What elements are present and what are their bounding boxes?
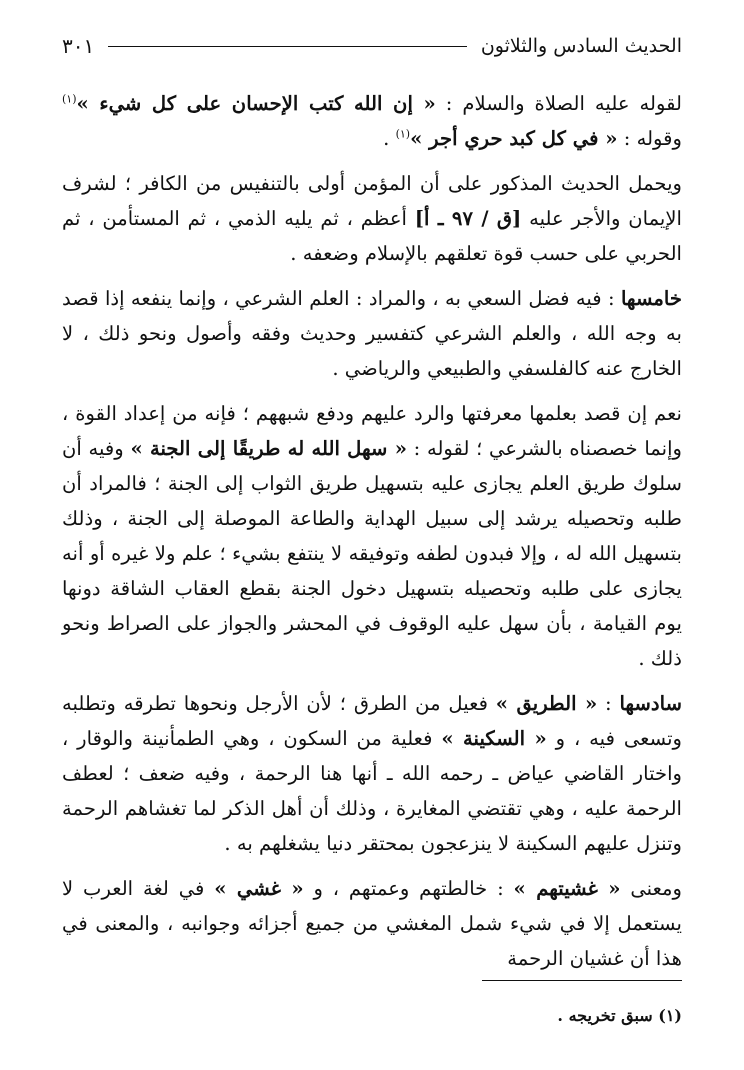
paragraph-6: [62, 871, 682, 976]
term-quote: « غشيتهم »: [513, 877, 621, 900]
text-run: فعيل من الطرق ؛ لأن الأرجل ونحوها تطرقه وتطلبه وتسعى فيه ، و: [62, 692, 682, 750]
text-run: : خالطتهم وعمتهم ، و: [303, 877, 514, 900]
manuscript-ref: [ق / ٩٧ ـ أ]: [414, 207, 522, 230]
term-quote: « الطريق »: [495, 692, 598, 715]
text-run: نعم إن قصد بعلمها معرفتها والرد عليهم ودفع شبههم ؛ فإنه من إعداد القوة ، وإنما خصصناه بالشرعي ؛ لقوله :: [62, 402, 682, 460]
footnote-ref: (١): [62, 92, 77, 106]
text-run: في لغة العرب لا يستعمل إلا في شيء شمل المغشي من جميع أجزائه وجوانبه ، والمعنى في هذا أن غشيان الرحمة: [62, 877, 682, 970]
text-run: :: [597, 692, 620, 715]
section-label: خامسها: [620, 287, 682, 310]
term-quote: « غشي »: [214, 877, 304, 900]
header-rule: [108, 46, 467, 47]
page: [62, 28, 682, 986]
term-quote: « السكينة »: [441, 727, 547, 750]
paragraph-2: [62, 166, 682, 271]
text-run: : فيه فضل السعي به ، والمراد : العلم الشرعي ، وإنما ينفعه إذا قصد به وجه الله ، والعلم الشرعي كتفسير وحديث وفقه وأصول ونحو ذلك ، لا الخارج عنه كالفلسفي والطبيعي والرياضي .: [62, 287, 682, 380]
paragraph-5: [62, 686, 682, 861]
text-run: .: [383, 127, 396, 150]
footnote-rule: [482, 980, 682, 981]
body-text: [62, 86, 682, 976]
hadith-quote: « سهل الله له طريقًا إلى الجنة »: [130, 437, 407, 460]
text-run: وفيه أن سلوك طريق العلم يجازى عليه بتسهيل طريق الثواب إلى الجنة ؛ فالمراد أن طلبه وتحصيله يرشد إلى سبيل الهداية والطاعة الموصلة إلى الجنة ، وذلك بتسهيل الله له ، وإلا فبدون لطفه وتوفيقه لا ينتفع بشيء ؛ علم ولا غيره أو أنه يجازى على طلبه وتحصيله بتسهيل دخول الجنة بقطع العقاب الشاقة دونها يوم القيامة ، بأن سهل عليه الوقوف في المحشر والجواز على الصراط ونحو ذلك .: [62, 437, 682, 670]
text-run: ويحمل الحديث المذكور على أن المؤمن أولى بالتنفيس من الكافر ؛ لشرف الإيمان والأجر عليه: [62, 172, 682, 230]
hadith-quote: « في كل كبد حري أجر »: [410, 127, 618, 150]
running-header: [62, 28, 682, 64]
text-run: ومعنى: [620, 877, 682, 900]
text-run: فعلية من السكون ، وهي الطمأنينة والوقار ، واختار القاضي عياض ـ رحمه الله ـ أنها هنا الرحمة ، وفيه ضعف ؛ لعطف الرحمة عليه ، وهي تقتضي المغايرة ، وذلك أن أهل الذكر لما تغشاهم الرحمة وتنزل عليهم السكينة لا ينزعجون بمحتقر دنيا يشغلهم به .: [62, 727, 682, 855]
paragraph-3: [62, 281, 682, 386]
header-title: الحديث السادس والثلاثون: [480, 35, 682, 57]
footnote-ref: (١): [395, 127, 411, 141]
text-run: وقوله :: [617, 127, 682, 150]
paragraph-4: [62, 396, 682, 676]
text-run: أعظم ، ثم يليه الذمي ، ثم المستأمن ، ثم الحربي على حسب قوة تعلقهم بالإسلام وضعفه .: [62, 207, 682, 265]
hadith-quote: « إن الله كتب الإحسان على كل شيء »: [76, 92, 436, 115]
section-label: سادسها: [619, 692, 682, 715]
page-number: ٣٠١: [62, 34, 95, 58]
paragraph-1: [62, 86, 682, 156]
footnote: (١) سبق تخريجه .: [557, 1006, 682, 1025]
text-run: لقوله عليه الصلاة والسلام :: [435, 92, 683, 115]
